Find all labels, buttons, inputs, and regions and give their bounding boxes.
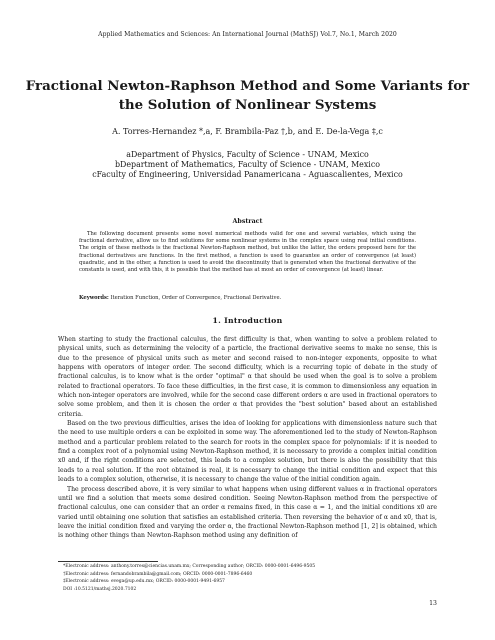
keywords <box>79 295 416 301</box>
paragraph: Based on the two previous difficulties, arises the idea of looking for applications with dimensionless nature such that the need to use multiple orders α can be exploited in some way. The aforementioned led to the study of Newton-Raphson method and a particular problem related to the search for roots in the complex space for polynomials: if it is needed to find a complex root of a polynomial using Newton-Raphson method, it is necessary to provide a complex initial condition x0 and, if the right conditions are selected, this leads to a complex solution, but there is also the possibility that this leads to a real solution. If the root obtained is real, it is necessary to change the initial condition and expect that this leads to a complex solution, otherwise, it is necessary to change the value of the initial condition again. <box>58 420 437 484</box>
footnote-2: †Electronic address: fernandobrambila@gmail.com; ORCID: 0000-0001-7896-6460 <box>63 571 253 577</box>
footnotes <box>63 563 437 593</box>
paragraph: The process described above, it is very similar to what happens when using different values α in fractional operators until we find a solution that meets some desired condition. Seeing Newton-Raphson method from the perspective of fractional calculus, one can consider that an order α remains fixed, in this case α = 1, and the initial conditions x0 are varied until obtaining one solution that satisfies an established criteria. Then reversing the behavior of α and x0, that is, leave the initial condition fixed and varying the order α, the fractional Newton-Raphson method [1, 2] is obtained, which is nothing other things than Newton-Raphson method using any definition of <box>58 485 437 540</box>
abstract-heading: Abstract <box>232 218 263 225</box>
page-number: 13 <box>429 600 437 607</box>
keywords-label: Keywords: <box>79 295 109 301</box>
paragraph: When starting to study the fractional calculus, the first difficulty is that, when wanting to solve a problem related to physical units, such as determining the velocity of a particle, the fractional derivative seems to make no sense, this is due to the presence of physical units such as meter and second raised to non-integer exponents, opposite to what happens with operators of integer order. The second difficulty, which is a recurring topic of debate in the study of fractional calculus, is to know what is the order "optimal" α that should be used when the goal is to solve a problem related to fractional operators. To face these difficulties, in the first case, it is common to dimensionless any equation in which non-integer operators are involved, while for the second case different orders α are used in fractional operators to solve some problem, and then it is chosen the order α that provides the "best solution" based about an established criteria. <box>58 336 437 418</box>
abstract-text: The following document presents some novel numerical methods valid for one and several variables, which using the fractional derivative, allow us to find solutions for some nonlinear systems in the complex space using real initial conditions. The origin of these methods is the fractional Newton-Raphson method, but unlike the latter, the orders proposed here for the fractional derivatives are functions. In the first method, a function is used to guarantee an order of convergence (at least) quadratic, and in the other, a function is used to avoid the discontinuity that is generated when the fractional derivative of the constants is used, and with this, it is possible that the method has at most an order of convergence (at least) linear. <box>79 231 416 274</box>
section-heading: 1. Introduction <box>212 316 283 325</box>
affiliations <box>0 150 495 180</box>
section-body <box>58 335 437 541</box>
affiliation-c: cFaculty of Engineering, Universidad Panamericana - Aguascalientes, Mexico <box>92 170 403 179</box>
footnote-divider <box>58 561 158 562</box>
journal-header: Applied Mathematics and Sciences: An International Journal (MathSJ) Vol.7, No.1, March 2020 <box>98 31 397 38</box>
paper-title: Fractional Newton-Raphson Method and Some Variants for the Solution of Nonlinear Systems <box>25 78 470 113</box>
footnote-1: *Electronic address: anthony.torres@ciencias.unam.mx; Corresponding author; ORCID: 0000-0001-6496-9505 <box>63 564 316 569</box>
keywords-list: Iteration Function, Order of Convergence, Fractional Derivative. <box>110 295 282 301</box>
affiliation-a: aDepartment of Physics, Faculty of Science - UNAM, Mexico <box>126 150 369 159</box>
author-list: A. Torres-Hernandez *,a, F. Brambila-Paz †,b, and E. De-la-Vega ‡,c <box>112 127 383 136</box>
affiliation-b: bDepartment of Mathematics, Faculty of Science - UNAM, Mexico <box>114 160 380 169</box>
footnote-3: ‡Electronic address: evega@up.edu.mx; ORCID: 0000-0001-9491-6957 <box>63 579 225 584</box>
doi-line: DOI :10.5121/mathsj.2020.7102 <box>63 586 137 592</box>
